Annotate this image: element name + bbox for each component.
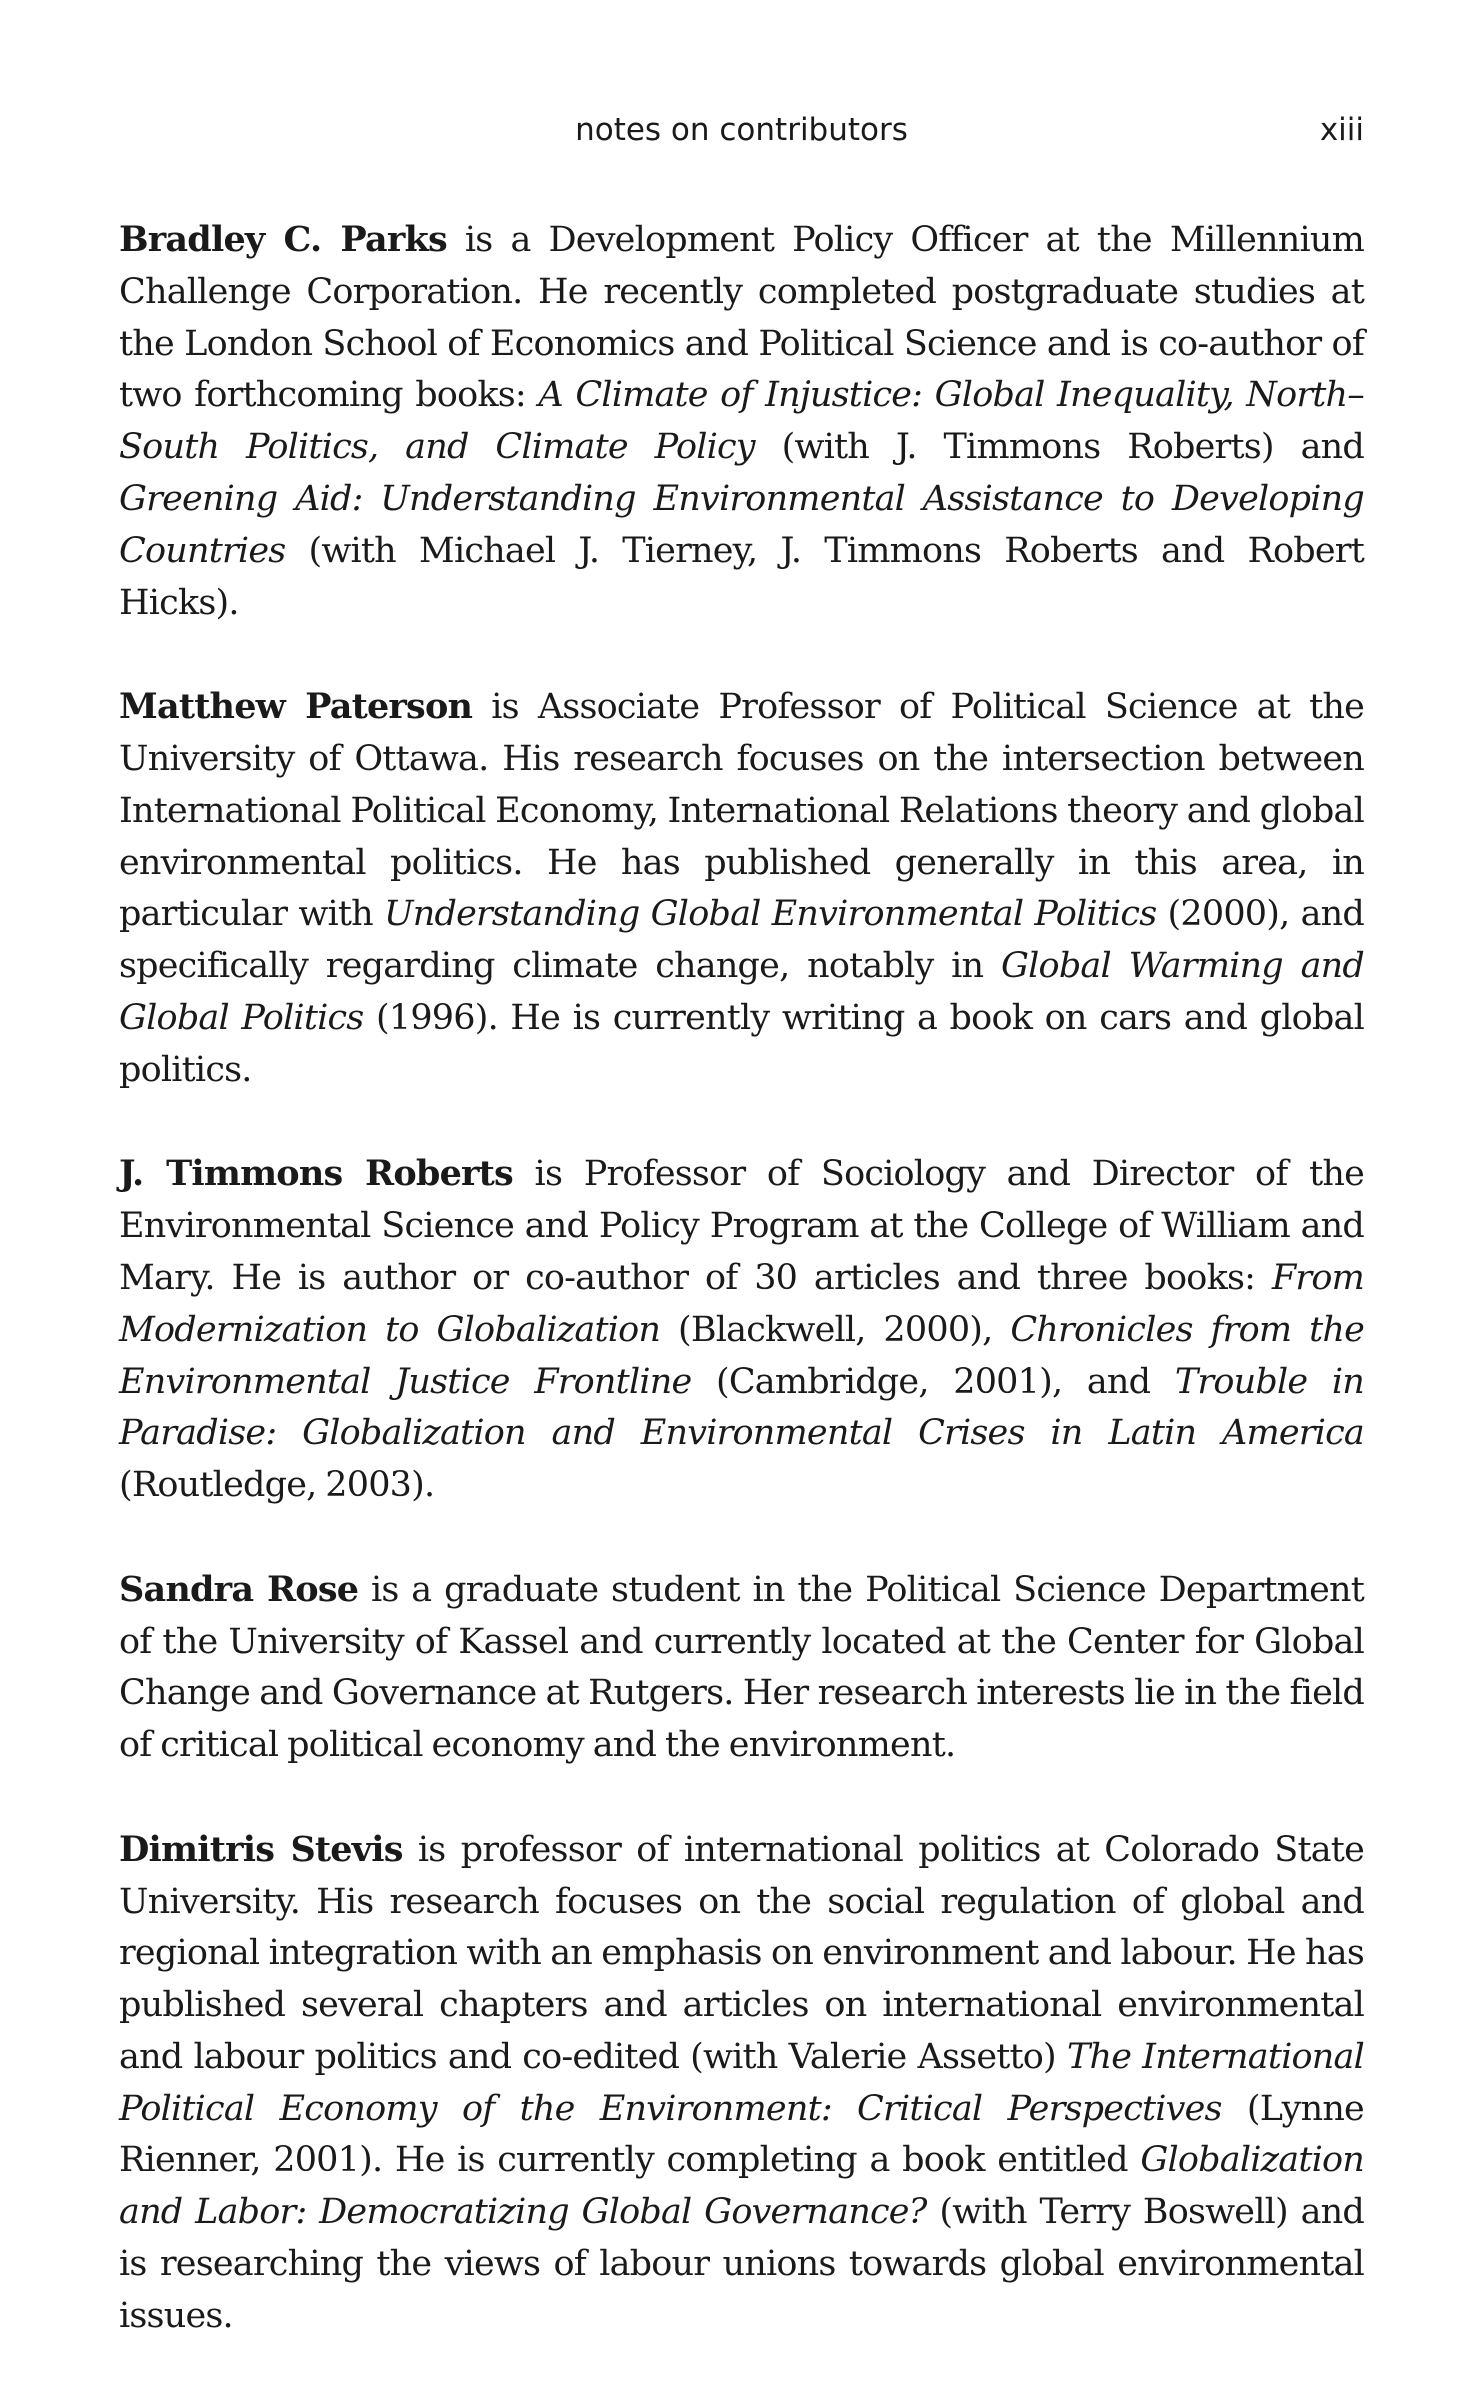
contributor-name: Sandra Rose	[119, 1568, 359, 1610]
bio-text: (Routledge, 2003).	[119, 1465, 435, 1506]
bio-text: is professor of international politics at Colorado State University. His research focuses on the social regulation of global and regional integration with an emphasis on environment and labour. He has published several chapters and articles on international environmental and labour politics and co-edited (with Valerie Assetto)	[119, 1829, 1364, 2077]
book-title: The International Political Economy of the Environment: Critical Perspectives	[119, 2036, 1364, 2129]
bio-text: (2000), and specifically regarding climate change, notably in	[119, 894, 1364, 987]
contributor-name: J. Timmons Roberts	[119, 1153, 513, 1195]
book-title: A Climate of Injustice: Global Inequality, North–South Politics, and Climate Policy	[119, 375, 1364, 468]
book-title: Greening Aid: Understanding Environmental Assistance to Developing Countries	[119, 478, 1364, 571]
book-title: Chronicles from the Environmental Justice Frontline	[119, 1309, 1364, 1402]
bio-text: (with J. Timmons Roberts) and	[754, 427, 1364, 468]
contributor-name: Bradley C. Parks	[119, 219, 447, 260]
book-title: Globalization and Labor: Democratizing Global Governance?	[119, 2140, 1364, 2233]
running-head-title: notes on contributors	[575, 112, 908, 148]
bio-text: is a graduate student in the Political Science Department of the University of Kassel and currently located at the Center for Global Change and Governance at Rutgers. Her research interests lie in the field of critical political economy and the environment.	[119, 1569, 1364, 1766]
book-title: Understanding Global Environmental Politics	[384, 894, 1157, 935]
bio-text: is Professor of Sociology and Director of the Environmental Science and Policy Program at the College of William and Mary. He is author or co-author of 30 articles and three books:	[119, 1154, 1364, 1298]
bio-text: (Cambridge, 2001), and	[691, 1361, 1175, 1402]
contributors-list	[119, 214, 1364, 2343]
bio-text: (with Terry Boswell) and is researching the views of labour unions towards global environmental issues.	[119, 2192, 1364, 2336]
bio-text: (Lynne Rienner, 2001). He is currently completing a book entitled	[119, 2088, 1364, 2181]
contributor-name: Matthew Paterson	[119, 686, 473, 728]
book-title: From Modernization to Globalization	[119, 1257, 1364, 1350]
running-head	[119, 108, 1364, 152]
contributor-entry-roberts	[119, 1148, 1364, 1512]
bio-text: is Associate Professor of Political Science at the University of Ottawa. His research focuses on the intersection between International Political Economy, International Relations theory and global environmental politics. He has published generally in this area, in particular with	[119, 687, 1364, 935]
book-title: Global Warming and Global Politics	[119, 946, 1364, 1038]
contributor-name: Dimitris Stevis	[119, 1828, 403, 1870]
contributor-entry-parks	[119, 214, 1364, 629]
bio-text: (with Michael J. Tierney, J. Timmons Roberts and Robert Hicks).	[119, 530, 1364, 623]
bio-text: (Blackwell, 2000),	[660, 1309, 1011, 1350]
book-title: Trouble in Paradise: Globalization and Environmental Crises in Latin America	[119, 1361, 1364, 1454]
bio-text: is a Development Policy Officer at the Millennium Challenge Corporation. He recently completed postgraduate studies at the London School of Economics and Political Science and is co-author of two forthcoming books:	[119, 220, 1364, 416]
contributor-entry-rose	[119, 1564, 1364, 1772]
bio-text: (1996). He is currently writing a book on cars and global politics.	[119, 997, 1364, 1090]
contributor-entry-paterson	[119, 681, 1364, 1096]
contributor-entry-stevis	[119, 1824, 1364, 2343]
page-number: xiii	[1319, 112, 1364, 148]
